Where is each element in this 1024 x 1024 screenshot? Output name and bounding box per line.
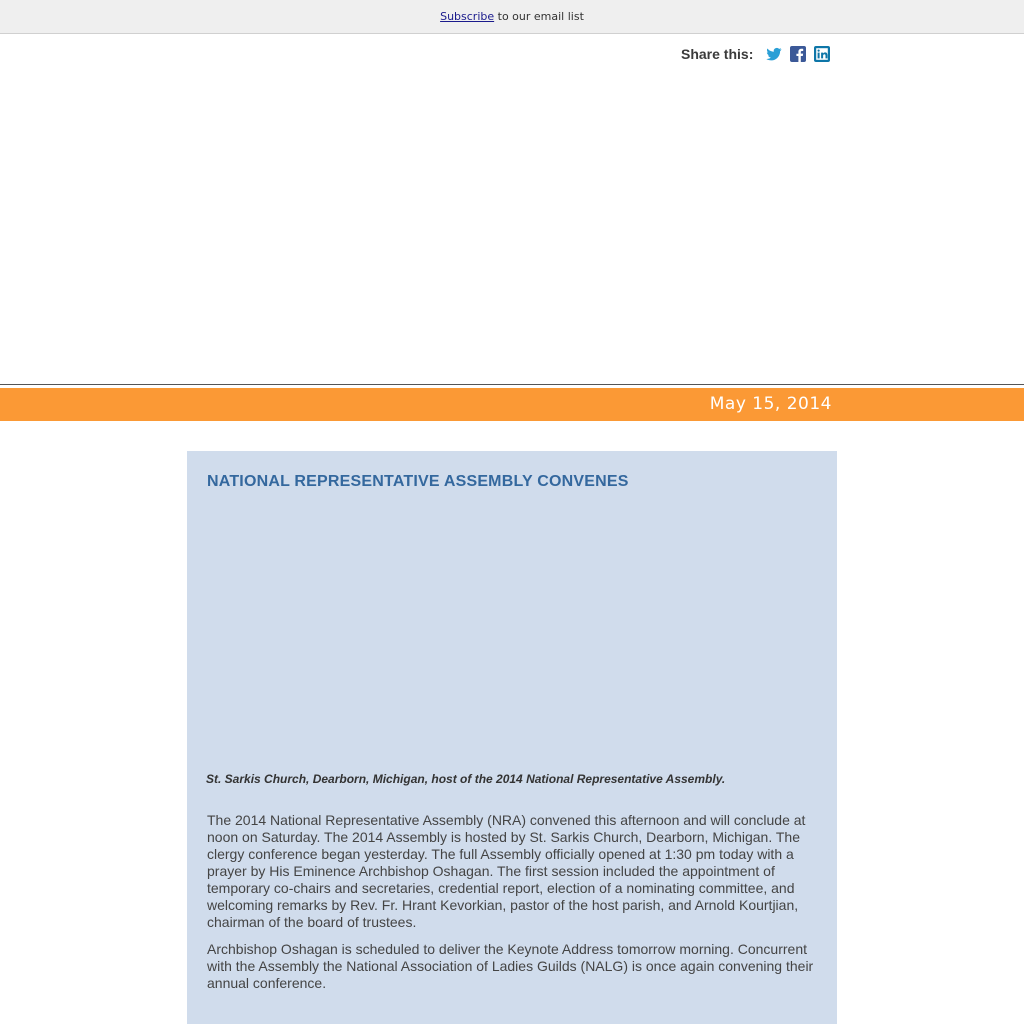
photo-caption: St. Sarkis Church, Dearborn, Michigan, host of the 2014 National Representative Assembly.	[206, 772, 726, 786]
share-label: Share this:	[681, 46, 754, 62]
article-photo	[207, 506, 817, 766]
linkedin-icon[interactable]	[814, 46, 830, 62]
twitter-icon[interactable]	[766, 46, 782, 62]
article-paragraph: Archbishop Oshagan is scheduled to deliver the Keynote Address tomorrow morning. Concurrent with the Assembly the National Association of Ladies Guilds (NALG) is once again convening their annual conference.	[207, 941, 814, 991]
share-bar	[681, 44, 838, 64]
article-paragraph: The 2014 National Representative Assembly (NRA) convened this afternoon and will conclude at noon on Saturday. The 2014 Assembly is hosted by St. Sarkis Church, Dearborn, Michigan. The clergy conference began yesterday. The full Assembly officially opened at 1:30 pm today with a prayer by His Eminence Archbishop Oshagan. The first session included the appointment of temporary co-chairs and secretaries, credential report, election of a nominating committee, and welcoming remarks by Rev. Fr. Hrant Kevorkian, pastor of the host parish, and Arnold Kourtjian, chairman of the board of trustees.	[207, 812, 806, 930]
date-bar	[0, 388, 1024, 421]
header-divider	[0, 384, 1024, 385]
issue-date: May 15, 2014	[709, 394, 832, 414]
subscribe-suffix-text: to our email list	[494, 10, 584, 23]
subscribe-bar	[0, 0, 1024, 34]
article-card	[187, 451, 837, 1024]
subscribe-link[interactable]: Subscribe	[440, 10, 495, 23]
article-headline: NATIONAL REPRESENTATIVE ASSEMBLY CONVENES	[207, 473, 629, 490]
header-banner-area	[0, 70, 1024, 382]
facebook-icon[interactable]	[790, 46, 806, 62]
article-body	[207, 812, 821, 1002]
